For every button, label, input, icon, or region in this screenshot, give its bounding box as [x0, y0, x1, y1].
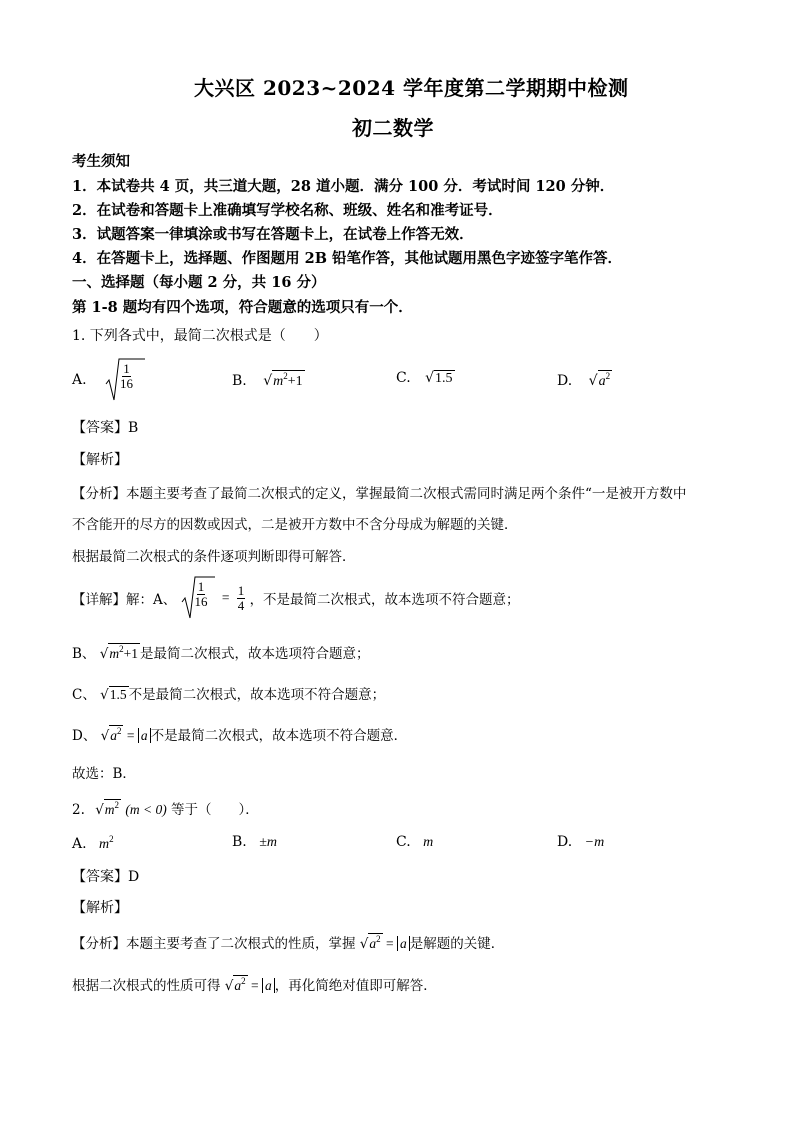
- option-label: A.: [72, 836, 87, 852]
- q2-analysis-line1: 【分析】本题主要考查了二次根式的性质，掌握 $√a^2 = a$ 是解题的关键．: [72, 934, 505, 952]
- q2-option-a: A. $m^2$: [72, 834, 114, 852]
- q1-analysis-line1: 【分析】本题主要考查了最简二次根式的定义，掌握最简二次根式需同时满足两个条件“一是被开方数中: [72, 486, 687, 502]
- q1-analysis-tag: 【解析】: [72, 452, 128, 468]
- q2-option-d: D. −m: [557, 834, 605, 850]
- question-1-stem: 1. 下列各式中，最简二次根式是（ ）: [72, 328, 328, 344]
- option-label: C.: [396, 834, 411, 850]
- q1-detail-d: D、 $√a^2 = a$ 不是最简二次根式，故本选项不符合题意．: [72, 726, 408, 744]
- option-label: D.: [557, 834, 573, 850]
- section-heading: 一、选择题（每小题 2 分，共 16 分）: [72, 274, 326, 291]
- option-label: D.: [557, 373, 573, 389]
- question-2-stem: 2. $√m^2$ (m < 0) 等于（ ）．: [72, 800, 259, 818]
- q1-analysis-line2: 不含能开的尽方的因数或因式，二是被开方数中不含分母成为解题的关键．: [72, 517, 518, 533]
- q2-analysis-line2: 根据二次根式的性质可得 $√a^2 = a$ ，再化简绝对值即可解答．: [72, 976, 437, 994]
- option-label: A.: [72, 372, 87, 388]
- q2-option-b: B. ±m: [232, 834, 277, 850]
- q1-option-a: [72, 358, 145, 402]
- exam-title: 大兴区 2023~2024 学年度第二学期期中检测: [194, 76, 629, 100]
- option-label: C.: [396, 370, 411, 386]
- notice-heading: 考生须知: [72, 153, 130, 170]
- q1-conclusion: 故选：B．: [72, 766, 136, 782]
- q1-detail-c: C、 √1.5 不是最简二次根式，故本选项不符合题意；: [72, 687, 386, 703]
- notice-item: 3．试题答案一律填涂或书写在答题卡上，在试卷上作答无效．: [72, 226, 474, 243]
- q1-detail-a: 【详解】解：A、 $\frac{1}{16}$ = $\frac{1}{4}$ ，不是最简二次根式，故本选项不符合题意；: [72, 576, 520, 620]
- sqrt-fraction: $\frac{1}{16}$: [181, 576, 215, 620]
- exam-subtitle: 初二数学: [352, 116, 434, 140]
- q1-analysis-line3: 根据最简二次根式的条件逐项判断即得可解答．: [72, 549, 356, 565]
- option-label: B.: [232, 373, 247, 389]
- sqrt-fraction: $\frac{1}{16}$: [105, 358, 145, 402]
- section-instruction: 第 1-8 题均有四个选项，符合题意的选项只有一个．: [72, 299, 413, 316]
- q2-analysis-tag: 【解析】: [72, 900, 128, 916]
- option-label: B.: [232, 834, 247, 850]
- notice-item: 2．在试卷和答题卡上准确填写学校名称、班级、姓名和准考证号．: [72, 202, 503, 219]
- q1-option-b: B. $√m^2+1$: [232, 371, 303, 389]
- q2-answer: 【答案】D: [72, 869, 140, 885]
- notice-item: 1．本试卷共 4 页，共三道大题，28 道小题．满分 100 分．考试时间 120 分钟．: [72, 178, 615, 195]
- q1-option-d: D. $√a^2$: [557, 371, 611, 389]
- q1-option-c: C. √1.5: [396, 370, 453, 386]
- q1-detail-b: B、 $√m^2+1$ 是最简二次根式，故本选项符合题意；: [72, 644, 370, 662]
- q2-option-c: C. m: [396, 834, 434, 850]
- notice-item: 4．在答题卡上，选择题、作图题用 2B 铅笔作答，其他试题用黑色字迹签字笔作答．: [72, 250, 623, 267]
- q1-answer: 【答案】B: [72, 420, 139, 436]
